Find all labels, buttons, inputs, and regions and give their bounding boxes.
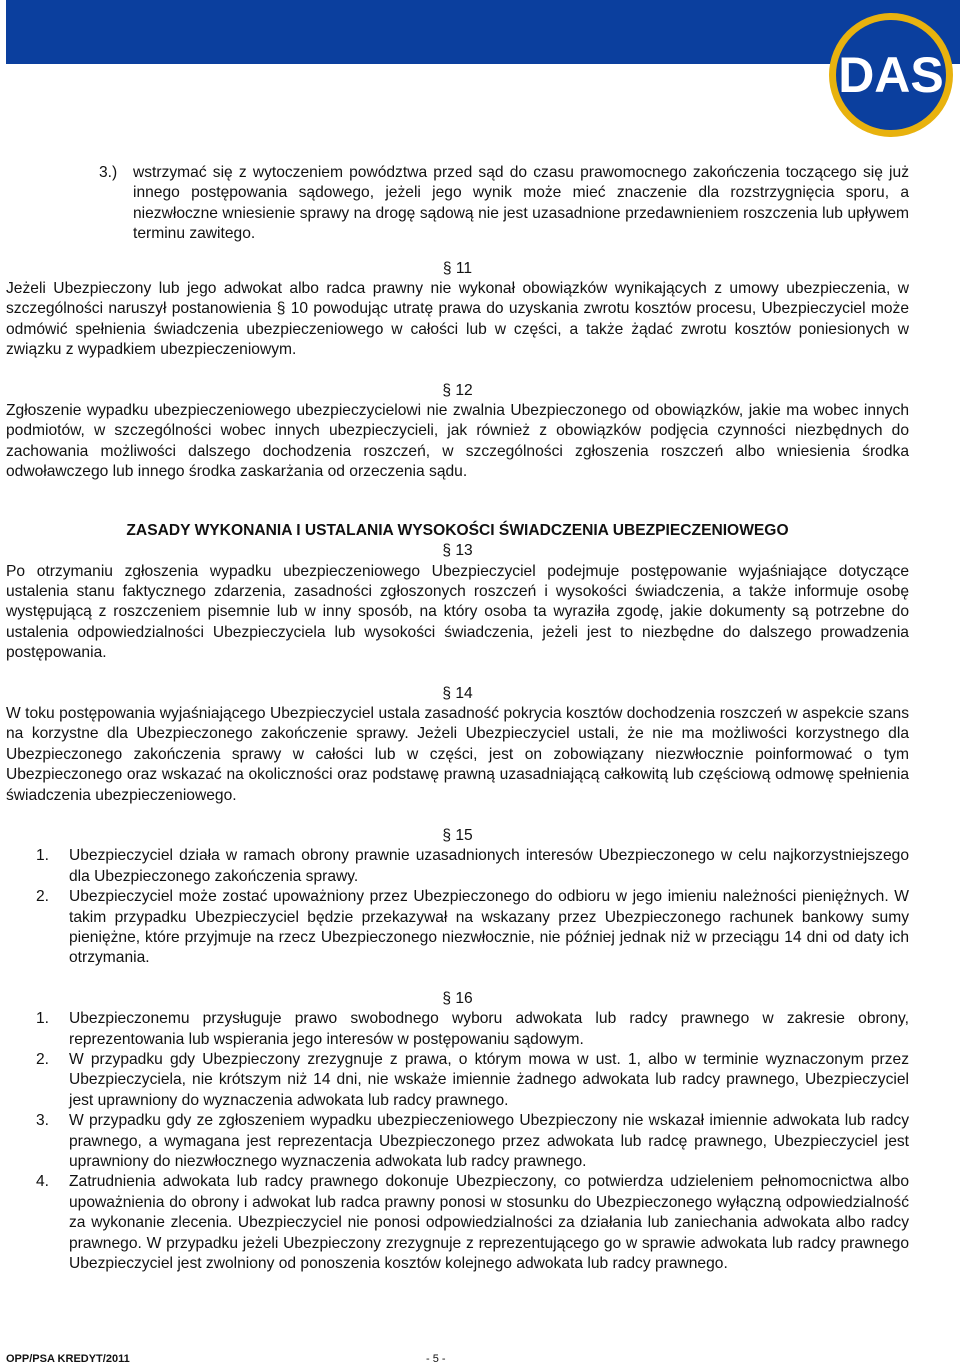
list-item (6, 1050, 909, 1111)
list-item-text: Ubezpieczyciel może zostać upoważniony przez Ubezpieczonego do odbioru w jego imieniu należności pieniężnych. W takim przypadku Ubezpieczyciel będzie przekazywał na wskazany przez Ubezpieczonego rachunek bankowy sumy pieniężne, które przyjmuje na rzecz Ubezpieczonego niezwłocznie, nie później jednak niż w przeciągu 14 dni od daty ich otrzymania. (69, 888, 909, 967)
intro-item-number: 3.) (99, 164, 118, 181)
list-item-text: W przypadku gdy ze zgłoszeniem wypadku ubezpieczeniowego Ubezpieczony nie wskazał imiennie adwokata lub radcy prawnego, a wymagana jest reprezentacja Ubezpieczonego przez adwokata lub radcę prawnego, Ubezpieczyciel jest uprawniony do niezwłocznego wyznaczenia adwokata lub radcy prawnego. (69, 1112, 909, 1171)
section-15-list (6, 846, 909, 968)
list-item (6, 1172, 909, 1274)
section-11 (6, 259, 909, 361)
list-item-number: 1. (36, 847, 50, 865)
list-item-number: 2. (36, 1051, 50, 1069)
section-16 (6, 989, 909, 1275)
das-logo (826, 10, 956, 140)
list-item-text: Ubezpieczyciel działa w ramach obrony prawnie uzasadnionych interesów Ubezpieczonego w celu najkorzystniejszego dla Ubezpieczonego zakończenia sprawy. (69, 847, 909, 885)
list-item-text: W przypadku gdy Ubezpieczony zrezygnuje z prawa, o którym mowa w ust. 1, albo w terminie wyznaczonym przez Ubezpieczyciela, nie krótszym niż 14 dni, nie wskaże imiennie żadnego adwokata lub radcy prawnego, Ubezpieczyciel jest uprawniony do wyznaczenia adwokata lub radcy prawnego. (69, 1051, 909, 1109)
header-bar (6, 0, 960, 64)
list-item-number: 2. (36, 888, 50, 906)
section-13-text: Po otrzymaniu zgłoszenia wypadku ubezpieczeniowego Ubezpieczyciel podejmuje postępowanie wyjaśniające dotyczące ustalenia stanu faktycznego zdarzenia, zasadności zgłoszonych roszczeń i wysokości świadczenia, a także informuje osobę występującą z roszczeniem pisemnie lub w inny sposób, na który osoba ta wyraziła zgodę, jakie dokumenty są potrzebne do ustalenia odpowiedzialności Ubezpieczyciela lub wysokości świadczenia, jeżeli jest to niezbędne do dalszego prowadzenia postępowania. (6, 562, 909, 662)
list-item-number: 3. (36, 1112, 50, 1130)
section-16-heading: § 16 (442, 989, 473, 1007)
list-item-text: Ubezpieczonemu przysługuje prawo swobodnego wyboru adwokata lub radcy prawnego w zakresie obrony, reprezentowania lub wspierania jego interesów w postępowaniu sądowym. (69, 1010, 909, 1048)
section-14-text: W toku postępowania wyjaśniającego Ubezpieczyciel ustala zasadność pokrycia kosztów dochodzenia roszczeń w aspekcie szans na korzystne dla Ubezpieczonego zakończenie sprawy. Jeżeli Ubezpieczyciel ustali, że nie ma możliwości korzystnego dla Ubezpieczonego zakończenia sprawy w całości lub w części, jest on zobowiązany niezwłocznie poinformować o tym Ubezpieczonego oraz wskazać na okoliczności oraz podstawę prawną uzasadniającą całkowitą lub częściową odmowę spełnienia świadczenia ubezpieczeniowego. (6, 704, 909, 804)
section-11-text: Jeżeli Ubezpieczony lub jego adwokat albo radca prawny nie wykonał obowiązków wynikających z umowy ubezpieczenia, w szczególności naruszył postanowienia § 10 powodując utratę prawa do uzyskania zwrotu kosztów procesu, Ubezpieczyciel może odmówić spełnienia świadczenia ubezpieczeniowego w całości lub w części, a także żądać zwrotu kosztów poniesionych w związku z wypadkiem ubezpieczeniowym. (6, 280, 909, 359)
list-item (6, 887, 909, 969)
list-item (6, 1111, 909, 1172)
section-14 (6, 684, 909, 806)
intro-item (6, 163, 909, 245)
chapter-title: ZASADY WYKONANIA I USTALANIA WYSOKOŚCI ŚWIADCZENIA UBEZPIECZENIOWEGO (126, 521, 789, 539)
list-item-number: 4. (36, 1173, 50, 1191)
section-13-heading: § 13 (442, 542, 473, 560)
list-item (6, 846, 909, 887)
document-body (6, 163, 909, 1275)
section-15-heading: § 15 (442, 826, 473, 844)
section-15 (6, 826, 909, 969)
logo-text: DAS (838, 47, 944, 103)
list-item (6, 1009, 909, 1050)
list-item-number: 1. (36, 1010, 50, 1028)
document-code: OPP/PSA KREDYT/2011 (6, 1353, 130, 1365)
page-number: - 5 - (426, 1353, 446, 1365)
section-12-heading: § 12 (442, 381, 473, 399)
chapter (6, 521, 909, 664)
section-14-heading: § 14 (442, 684, 473, 702)
section-12-text: Zgłoszenie wypadku ubezpieczeniowego ubezpieczycielowi nie zwalnia Ubezpieczonego od obowiązków, jakie ma wobec innych podmiotów, w szczególności wobec innych ubezpieczycieli, jak również z obowiązków podjęcia czynności niezbędnych do zachowania możliwości dalszego dochodzenia roszczeń, w szczególności zgłoszenia roszczeń albo wniesienia środka odwoławczego lub innego środka zaskarżania od orzeczenia sądu. (6, 402, 909, 481)
section-11-heading: § 11 (442, 259, 473, 277)
list-item-text: Zatrudnienia adwokata lub radcy prawnego dokonuje Ubezpieczony, co potwierdza udzieleniem pełnomocnictwa albo upoważnienia do obrony i adwokat lub radca prawny ponosi w stosunku do Ubezpieczonego wyłączną odpowiedzialność za wykonanie zlecenia. Ubezpieczyciel nie ponosi odpowiedzialności za działania lub zaniechania adwokata albo radcy prawnego. W przypadku jeżeli Ubezpieczony zrezygnuje z reprezentującego go w sprawie adwokata lub radcy prawnego Ubezpieczyciel jest zwolniony od ponoszenia kosztów kolejnego adwokata lub radcy prawnego. (69, 1173, 909, 1273)
section-16-list (6, 1009, 909, 1274)
section-12 (6, 381, 909, 483)
intro-item-text: wstrzymać się z wytoczeniem powództwa przed sąd do czasu prawomocnego zakończenia toczącego się już innego postępowania sądowego, jeżeli jego wynik może mieć znaczenie dla rozstrzygnięcia sporu, a niezwłoczne wniesienie sprawy na drogę sądową nie jest uzasadnione przedawnieniem roszczenia lub upływem terminu zawitego. (133, 164, 909, 243)
